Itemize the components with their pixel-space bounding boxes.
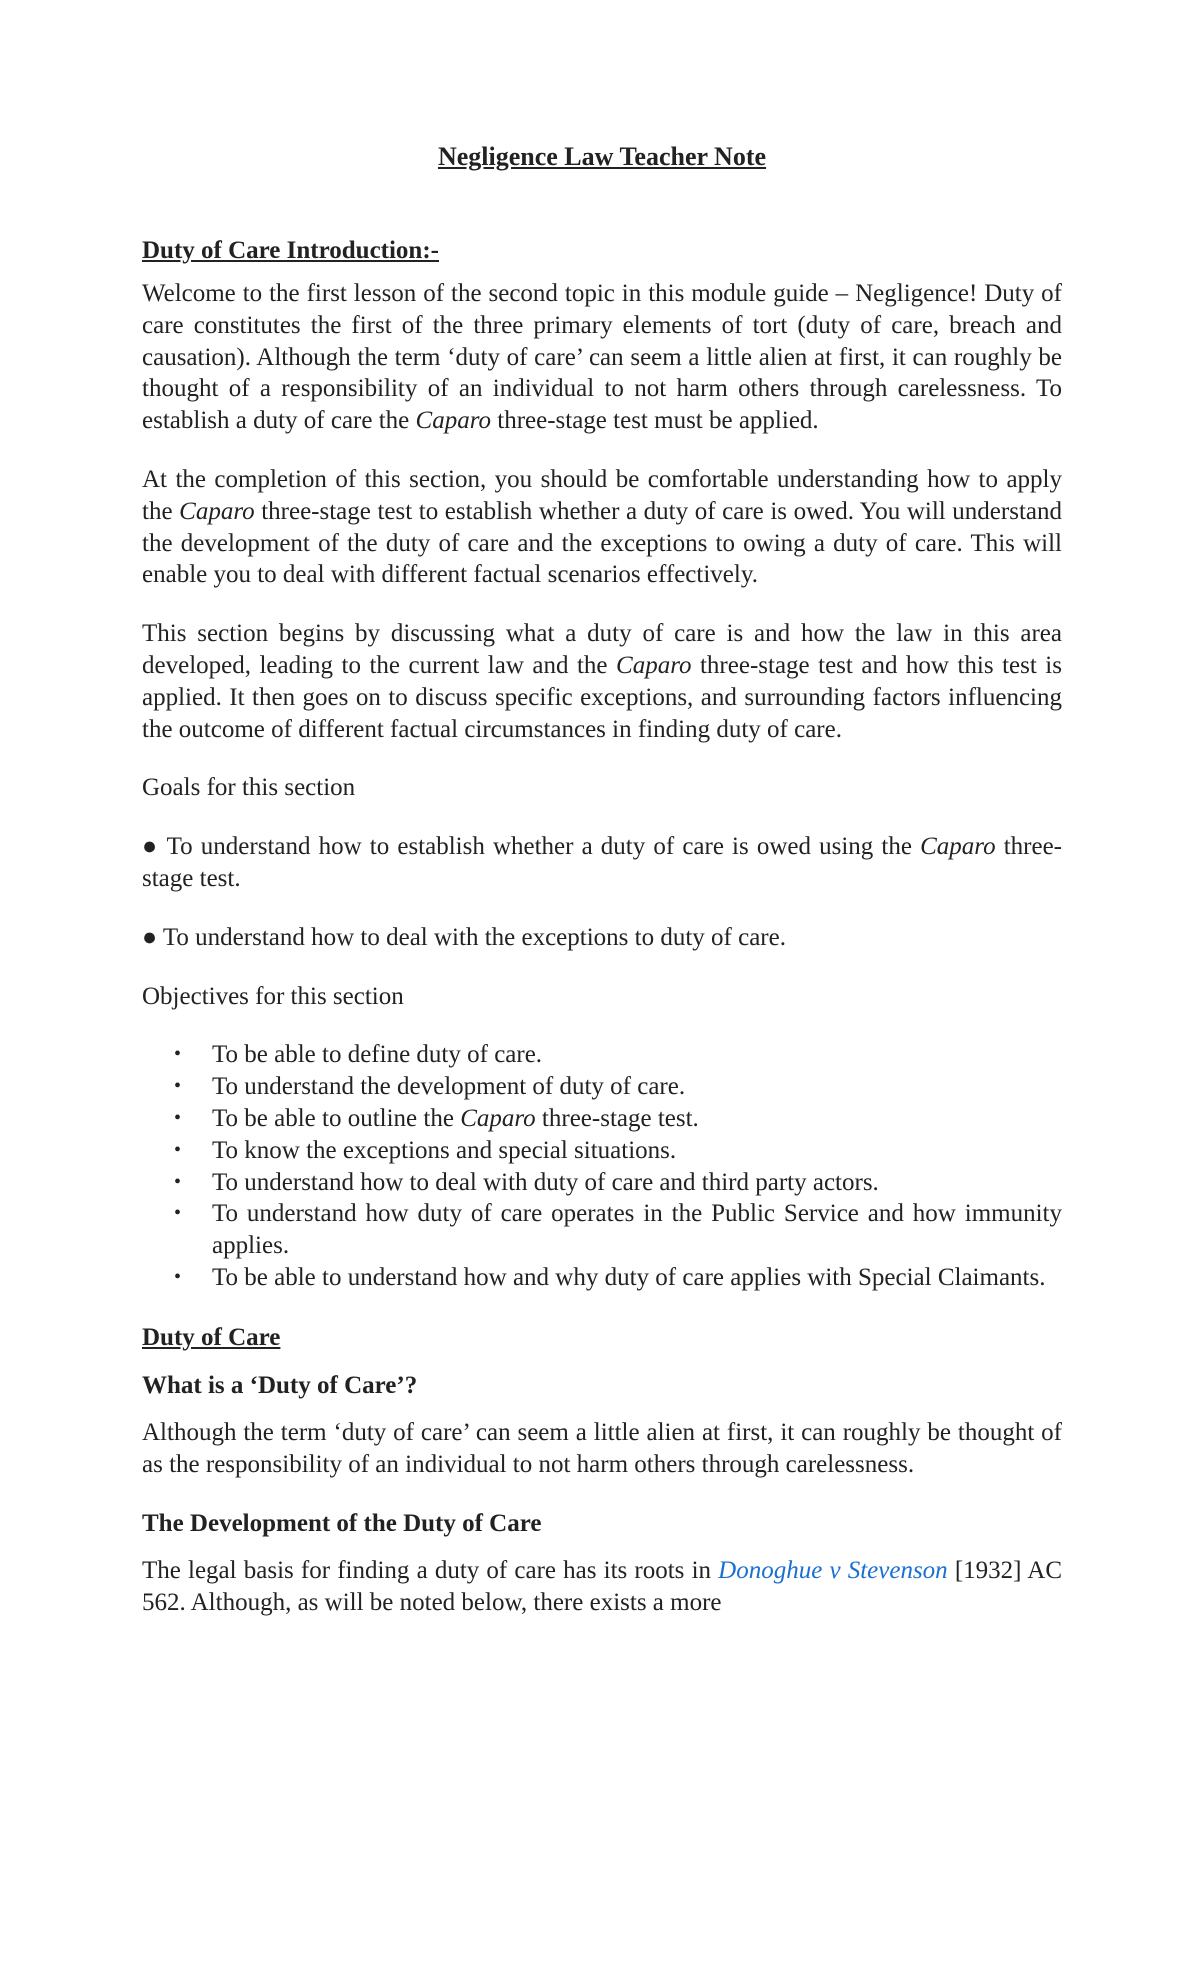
list-item: • To be able to define duty of care. [142, 1039, 1062, 1071]
case-name-caparo: Caparo [616, 651, 692, 679]
list-item: • To be able to outline the Caparo three-stage test. [142, 1103, 1062, 1135]
objectives-label: Objectives for this section [142, 982, 404, 1010]
bullet-icon: • [174, 1265, 182, 1288]
bullet-icon: • [174, 1202, 182, 1225]
case-name-caparo: Caparo [460, 1104, 536, 1132]
goal-item-2: ● To understand how to deal with the exceptions to duty of care. [142, 923, 786, 951]
development-heading: The Development of the Duty of Care [142, 1510, 542, 1538]
case-link-donoghue-v-stevenson[interactable]: Donoghue v Stevenson [718, 1557, 948, 1585]
list-item: • To be able to understand how and why duty of care applies with Special Claimants. [142, 1262, 1062, 1294]
what-is-duty-paragraph: Although the term ‘duty of care’ can seem a little alien at first, it can roughly be thought of as the responsibility of an individual to not harm others through carelessness. [142, 1418, 1062, 1478]
case-name-caparo: Caparo [415, 407, 491, 435]
development-paragraph: The legal basis for finding a duty of care has its roots in Donoghue v Stevenson [1932] AC 562. Although, as will be noted below, there exists a more [142, 1557, 1062, 1617]
document-body [142, 140, 1062, 1646]
list-item: • To understand how to deal with duty of care and third party actors. [142, 1167, 1062, 1199]
intro-paragraph-3: This section begins by discussing what a duty of care is and how the law in this area developed, leading to the current law and the Caparo three-stage test and how this test is applied. It then goes on to discuss specific exceptions, and surrounding factors influencing the outcome of different factual circumstances in finding duty of care. [142, 620, 1062, 743]
goals-label: Goals for this section [142, 774, 356, 802]
intro-paragraph-2: At the completion of this section, you should be comfortable understanding how to apply the Caparo three-stage test to establish whether a duty of care is owed. You will understand the development of the duty of care and the exceptions to owing a duty of care. This will enable you to deal with different factual scenarios effectively. [142, 465, 1062, 589]
bullet-icon: • [174, 1043, 182, 1066]
duty-of-care-heading: Duty of Care [142, 1323, 281, 1351]
what-is-duty-heading: What is a ‘Duty of Care’? [142, 1371, 418, 1399]
case-name-caparo: Caparo [920, 833, 996, 861]
document-title: Negligence Law Teacher Note [437, 142, 767, 171]
intro-heading: Duty of Care Introduction:- [142, 237, 439, 264]
goal-item-1: ● To understand how to establish whether a duty of care is owed using the Caparo three-stage test. [142, 833, 1062, 892]
list-item: • To understand how duty of care operates in the Public Service and how immunity applies. [174, 1200, 1062, 1260]
objectives-list [142, 1039, 1062, 1293]
list-item: • To know the exceptions and special situations. [142, 1135, 1062, 1167]
bullet-icon: • [174, 1170, 182, 1193]
bullet-icon: • [174, 1106, 182, 1129]
list-item: • To understand the development of duty of care. [142, 1071, 1062, 1103]
bullet-icon: • [174, 1138, 182, 1161]
case-name-caparo: Caparo [179, 497, 255, 525]
bullet-icon: • [174, 1075, 182, 1098]
intro-paragraph-1: Welcome to the first lesson of the second topic in this module guide – Negligence! Duty of care constitutes the first of the three primary elements of tort (duty of care, breach and causation). Although the term ‘duty of care’ can seem a little alien at first, it can roughly be thought of a responsibility of an individual to not harm others through carelessness. To establish a duty of care the Caparo three-stage test must be applied. [142, 280, 1062, 435]
